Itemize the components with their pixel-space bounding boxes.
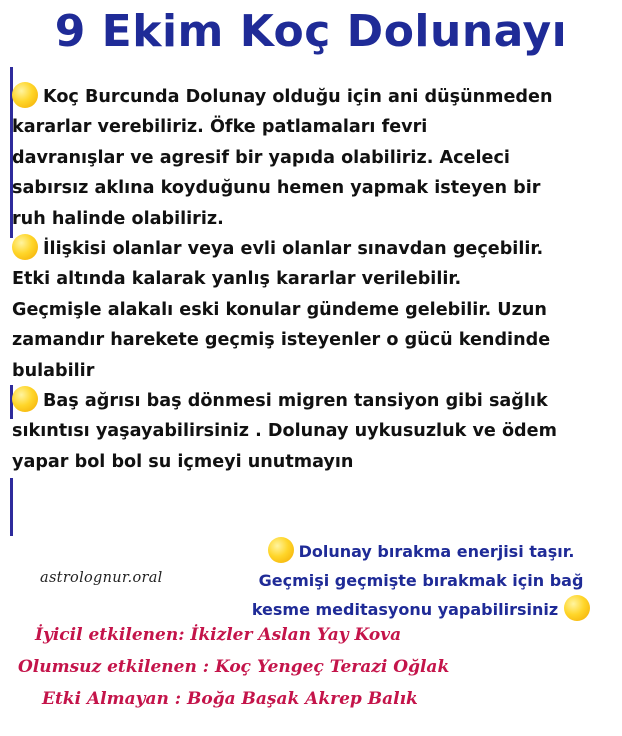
full-moon-icon	[268, 537, 294, 563]
body-line: sıkıntısı yaşayabilirsiniz . Dolunay uykusuzluk ve ödem	[12, 421, 557, 442]
note-line: kesme meditasyonu yapabilirsiniz	[251, 600, 559, 619]
paragraph-health	[12, 386, 616, 477]
note-line: Geçmişi geçmişte bırakmak için bağ	[258, 571, 584, 590]
body-line: davranışlar ve agresif bir yapıda olabiliriz. Aceleci	[12, 147, 510, 168]
paragraph-impulsive	[12, 82, 616, 234]
paragraph-relationships	[12, 234, 616, 386]
post-body	[12, 82, 616, 477]
body-line: kararlar verebiliriz. Öfke patlamaları fevri	[12, 117, 428, 138]
left-accent-line	[10, 478, 13, 536]
release-energy-note	[226, 537, 616, 624]
author-signature: astrolognur.oral	[40, 570, 163, 586]
body-line: İlişkisi olanlar veya evli olanlar sınavdan geçebilir.	[43, 239, 544, 260]
body-line: Koç Burcunda Dolunay olduğu için ani düşünmeden	[43, 87, 553, 107]
full-moon-icon	[12, 82, 38, 108]
body-line: bulabilir	[12, 360, 95, 381]
body-line: Etki altında kalarak yanlış kararlar verilebilir.	[12, 269, 462, 290]
body-line: Baş ağrısı baş dönmesi migren tansiyon gibi sağlık	[43, 391, 548, 412]
positive-effect-line: İyicil etkilenen: İkizler Aslan Yay Kova	[35, 625, 402, 645]
body-line: zamandır harekete geçmiş isteyenler o gücü kendinde	[12, 330, 551, 351]
body-line: ruh halinde olabiliriz.	[12, 208, 224, 229]
full-moon-icon	[12, 386, 38, 412]
post-title: 9 Ekim Koç Dolunayı	[54, 6, 568, 57]
body-line: yapar bol bol su içmeyi unutmayın	[12, 451, 354, 472]
full-moon-icon	[564, 595, 590, 621]
body-line: Geçmişle alakalı eski konular gündeme gelebilir. Uzun	[12, 299, 547, 320]
full-moon-icon	[12, 234, 38, 260]
negative-effect-line: Olumsuz etkilenen : Koç Yengeç Terazi Oğlak	[18, 657, 450, 677]
note-line: Dolunay bırakma enerjisi taşır.	[298, 542, 575, 561]
body-line: sabırsız aklına koyduğunu hemen yapmak isteyen bir	[12, 178, 541, 199]
no-effect-line: Etki Almayan : Boğa Başak Akrep Balık	[42, 689, 418, 709]
